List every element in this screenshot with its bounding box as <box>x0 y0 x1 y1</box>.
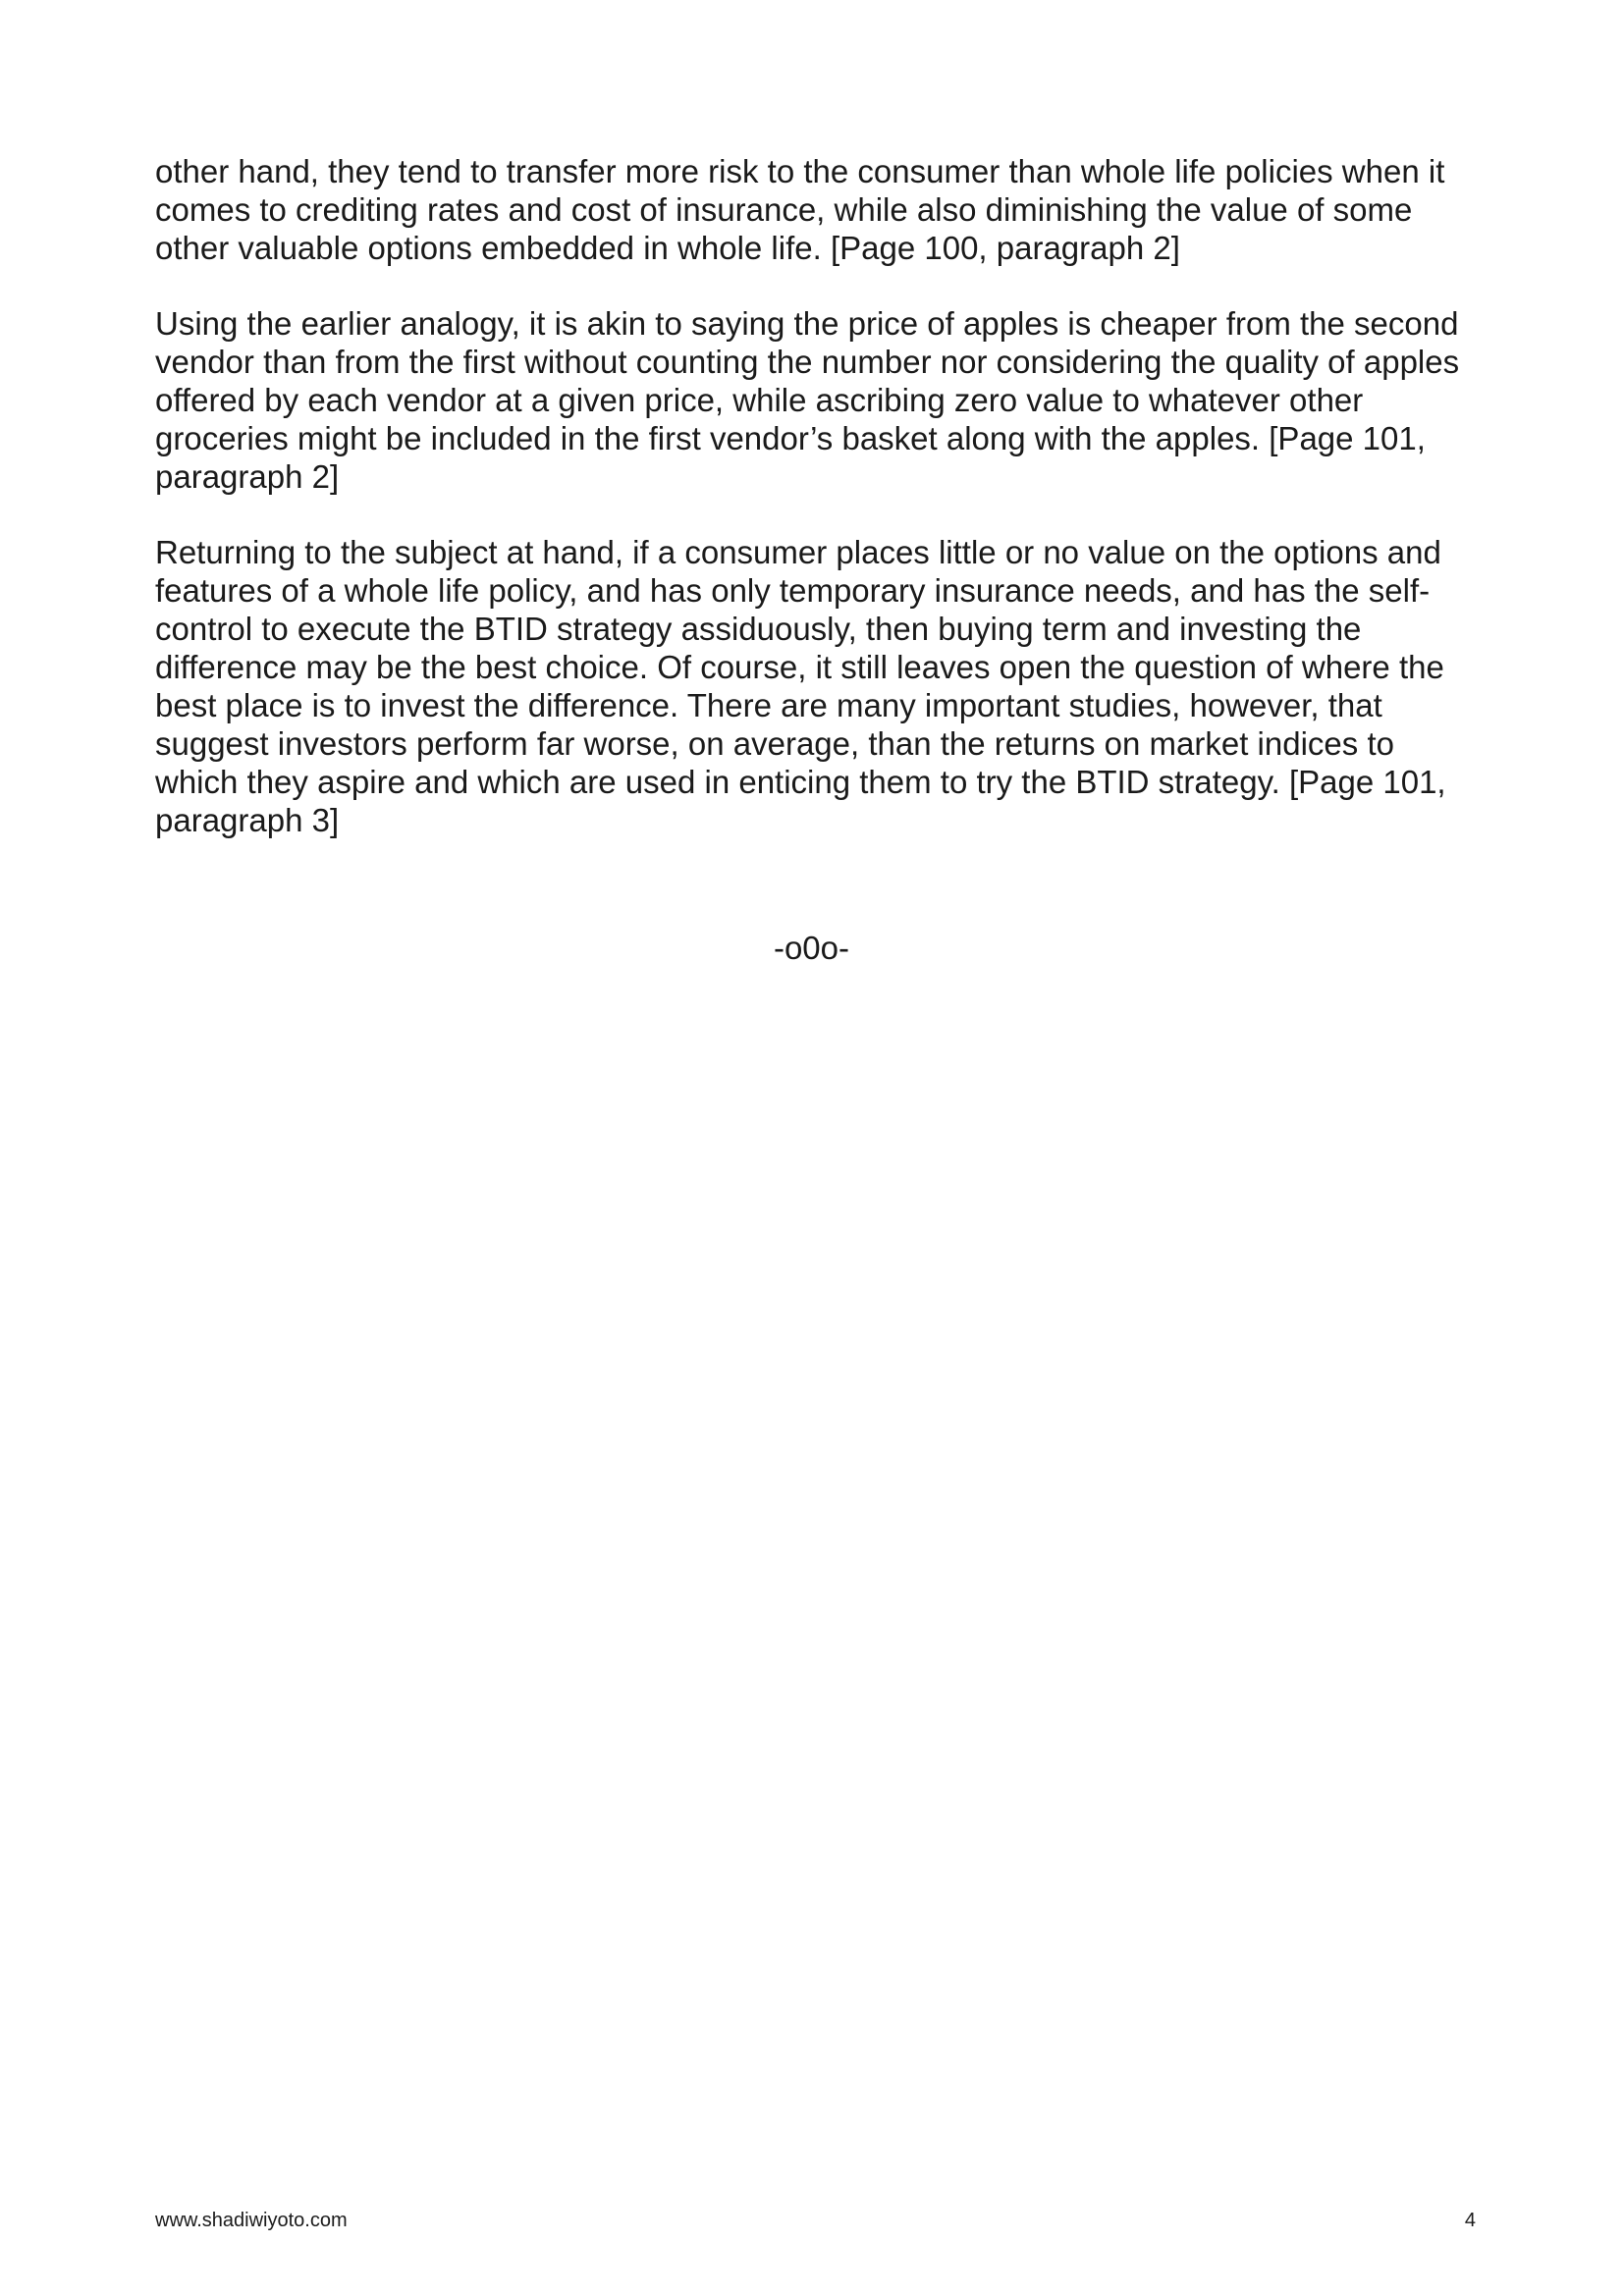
section-separator: -o0o- <box>773 930 850 966</box>
paragraph-3: Returning to the subject at hand, if a consumer places little or no value on the options and features of a whole life policy, and has only temporary insurance needs, and has the self-control to execute the BTID strategy assiduously, then buying term and investing the difference may be the best choice. Of course, it still leaves open the question of where the best place is to invest the difference. There are many important studies, however, that suggest investors perform far worse, on average, than the returns on market indices to which they aspire and which are used in enticing them to try the BTID strategy. [Page 101, paragraph 3] <box>155 534 1446 838</box>
body-text <box>155 152 1479 877</box>
footer-website: www.shadiwiyoto.com <box>155 2210 348 2231</box>
paragraph-2: Using the earlier analogy, it is akin to saying the price of apples is cheaper from the second vendor than from the first without counting the number nor considering the quality of apples offered by each vendor at a given price, while ascribing zero value to whatever other groceries might be included in the first vendor’s basket along with the apples. [Page 101, paragraph 2] <box>155 305 1460 495</box>
page-number: 4 <box>1464 2210 1476 2231</box>
paragraph-1: other hand, they tend to transfer more risk to the consumer than whole life policies when it comes to crediting rates and cost of insurance, while also diminishing the value of some other valuable options embedded in whole life. [Page 100, paragraph 2] <box>155 153 1445 266</box>
